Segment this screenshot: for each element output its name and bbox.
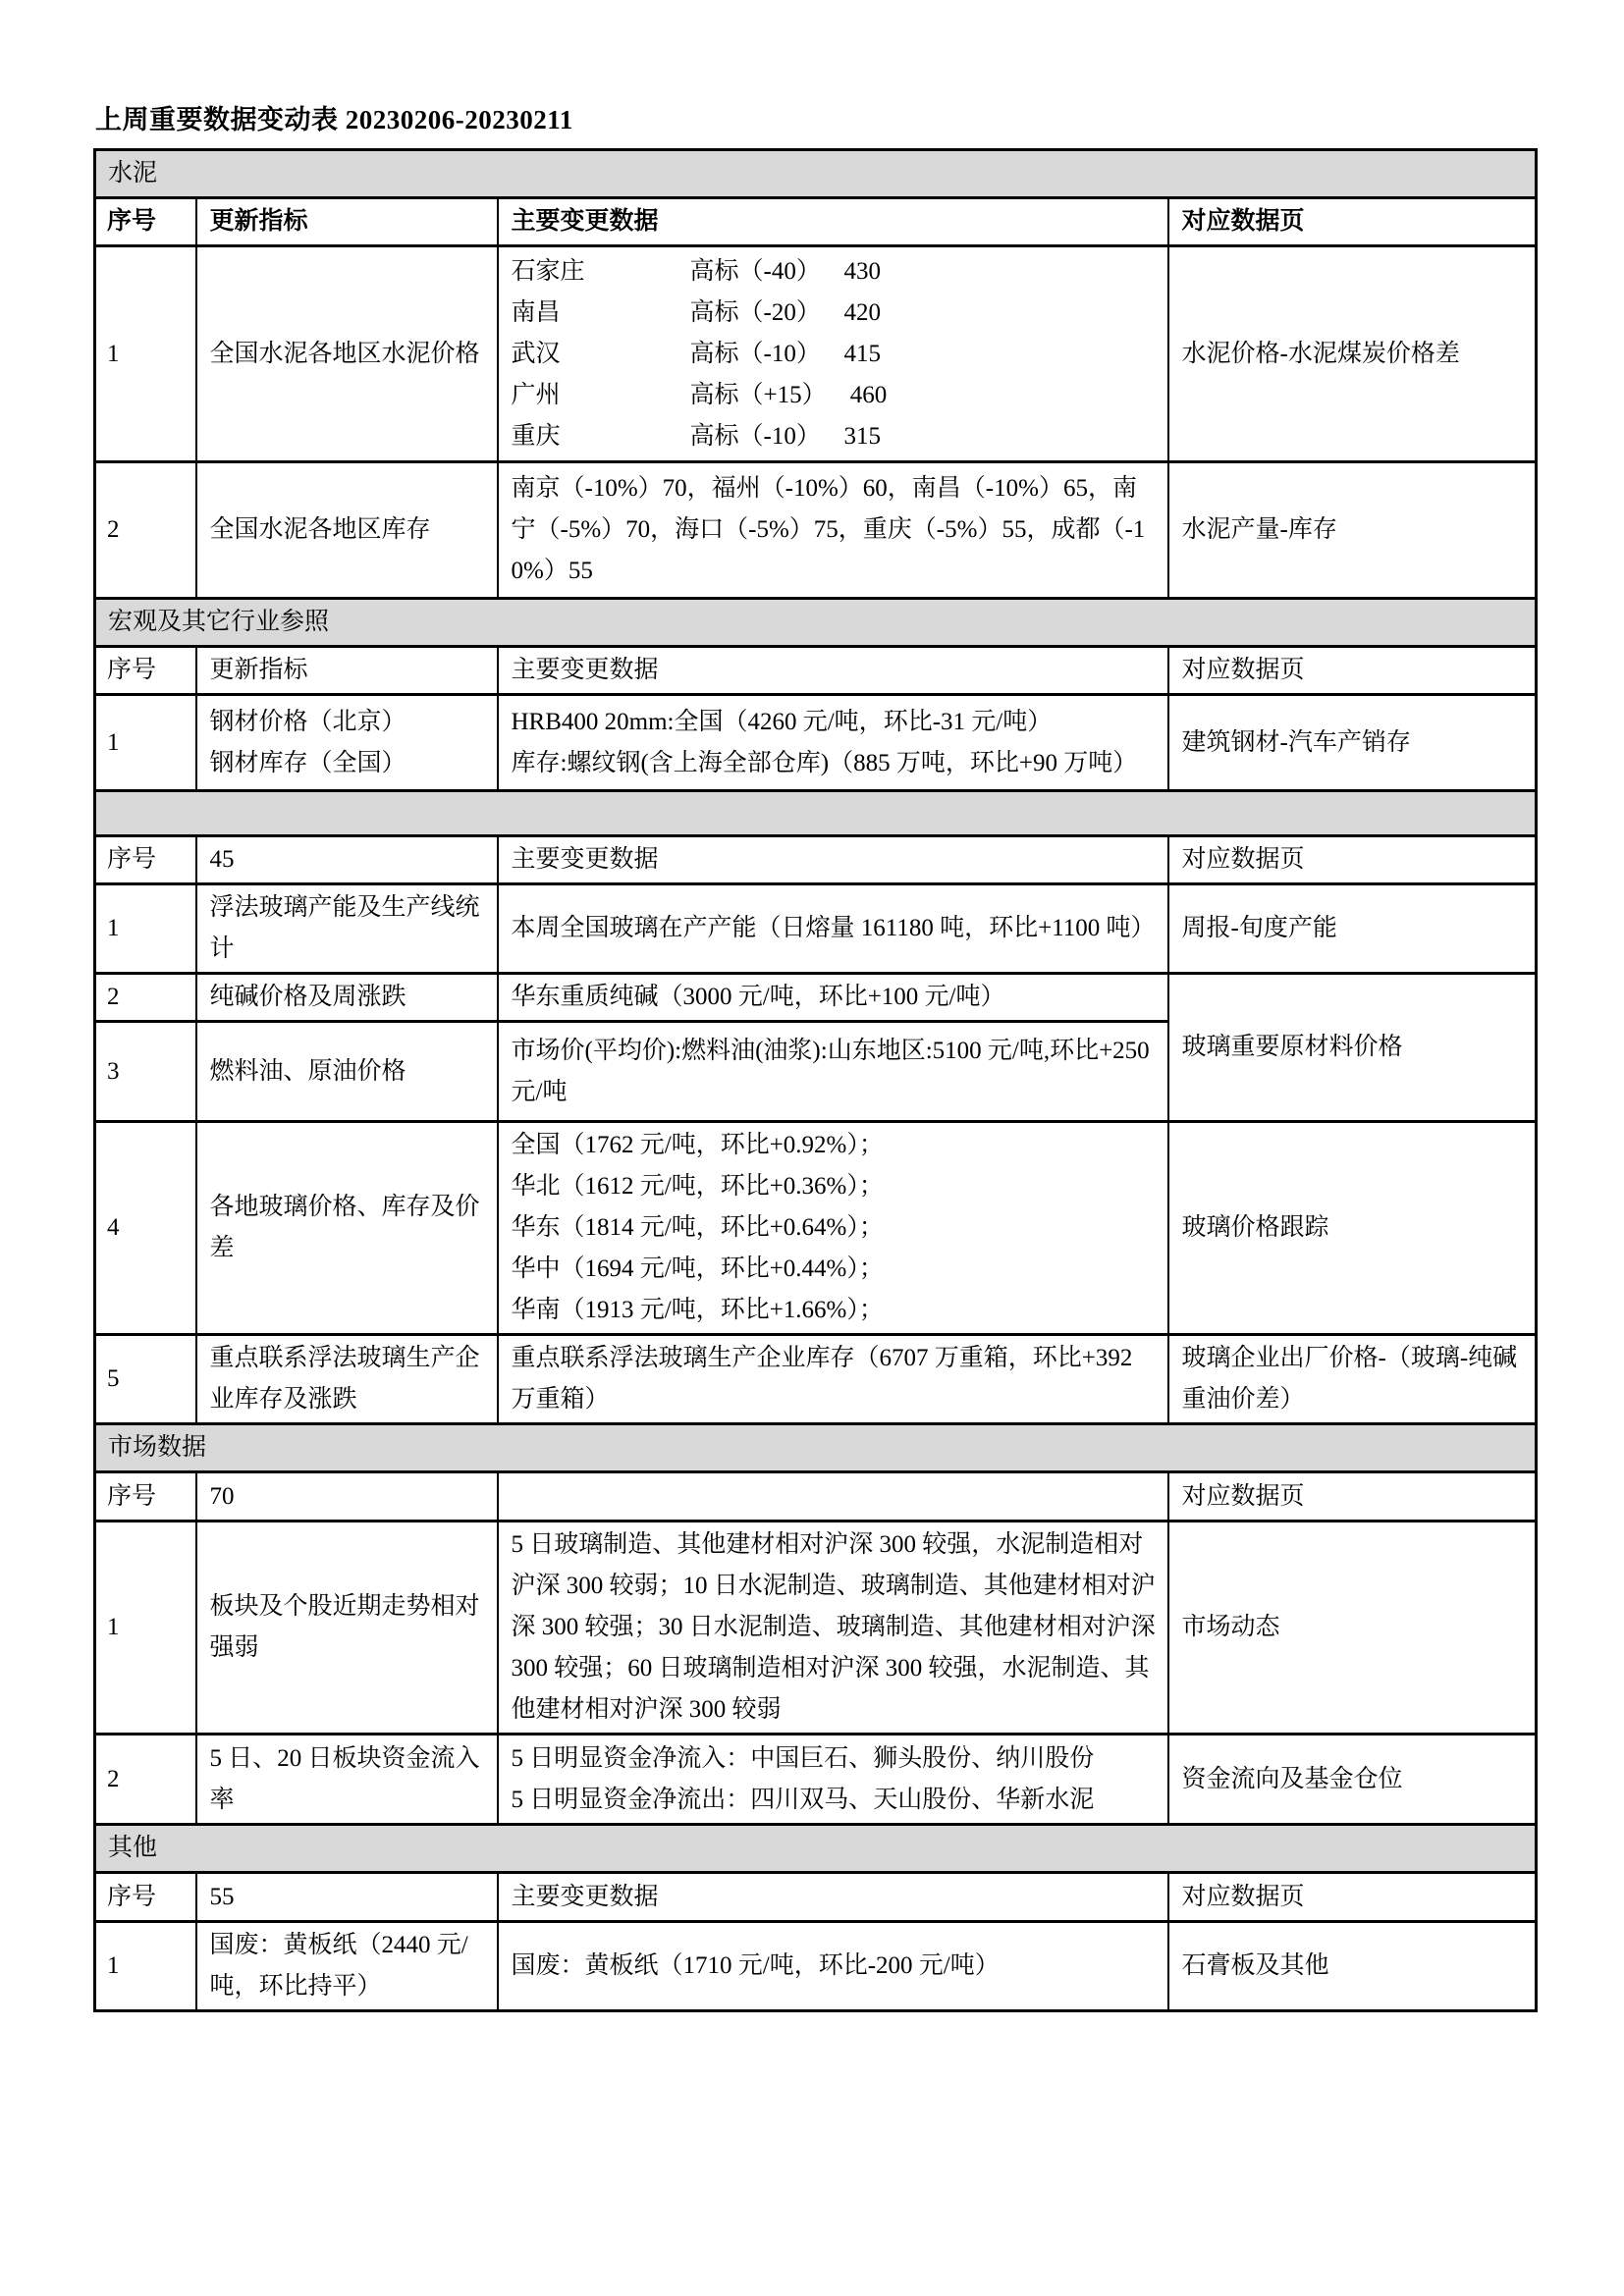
seq-cell: 1	[95, 884, 196, 974]
data-line: HRB400 20mm:全国（4260 元/吨，环比-31 元/吨）	[511, 708, 1053, 735]
page-cell: 石膏板及其他	[1168, 1922, 1537, 2011]
price-value: 430	[843, 257, 881, 285]
grade-change: 高标（-10）	[689, 422, 821, 450]
indicator-cell: 浮法玻璃产能及生产线统计	[196, 884, 498, 974]
data-cell	[498, 1735, 1168, 1825]
seq-cell: 5	[95, 1335, 196, 1424]
data-cell	[498, 1122, 1168, 1335]
col-header-indicator: 更新指标	[196, 198, 498, 246]
grade-change: 高标（+15）	[689, 381, 827, 408]
seq-cell: 3	[95, 1022, 196, 1122]
fund-flow-line: 5 日明显资金净流入：中国巨石、狮头股份、纳川股份	[511, 1744, 1095, 1772]
section-band-cement: 水泥	[95, 150, 1537, 198]
col-header-data: 主要变更数据	[498, 836, 1168, 884]
section-band-unnamed	[95, 791, 1537, 836]
data-cell	[498, 695, 1168, 791]
indicator-cell: 燃料油、原油价格	[196, 1022, 498, 1122]
city-name: 石家庄	[511, 257, 585, 285]
seq-cell: 2	[95, 462, 196, 599]
page-title: 上周重要数据变动表 20230206-20230211	[95, 105, 573, 134]
region-price-line: 华北（1612 元/吨，环比+0.36%）；	[511, 1173, 884, 1200]
grade-change: 高标（-20）	[689, 298, 821, 326]
col-header-data: 主要变更数据	[498, 647, 1168, 695]
region-price-line: 华中（1694 元/吨，环比+0.44%）；	[511, 1255, 884, 1282]
seq-cell: 2	[95, 974, 196, 1022]
col-header-indicator: 更新指标	[196, 647, 498, 695]
data-cell: 华东重质纯碱（3000 元/吨，环比+100 元/吨）	[498, 974, 1168, 1022]
data-cell: 国废：黄板纸（1710 元/吨，环比-200 元/吨）	[498, 1922, 1168, 2011]
region-price-line: 华东（1814 元/吨，环比+0.64%）；	[511, 1214, 884, 1241]
seq-cell: 2	[95, 1735, 196, 1825]
col-header-page: 对应数据页	[1168, 1873, 1537, 1922]
col-header-data	[498, 1472, 1168, 1522]
city-name: 广州	[511, 381, 561, 408]
price-value: 420	[843, 298, 881, 326]
data-cell	[498, 246, 1168, 462]
city-price-line	[512, 251, 1158, 293]
page-cell: 市场动态	[1168, 1522, 1537, 1735]
data-cell: 本周全国玻璃在产产能（日熔量 161180 吨，环比+1100 吨）	[498, 884, 1168, 974]
city-name: 武汉	[511, 340, 561, 367]
grade-change: 高标（-10）	[689, 340, 821, 367]
page-cell: 玻璃企业出厂价格-（玻璃-纯碱重油价差）	[1168, 1335, 1537, 1424]
indicator-line: 钢材价格（北京）	[209, 708, 406, 735]
col-header-data: 主要变更数据	[498, 1873, 1168, 1922]
indicator-cell: 国废：黄板纸（2440 元/吨，环比持平）	[196, 1922, 498, 2011]
indicator-cell	[196, 695, 498, 791]
seq-cell: 1	[95, 246, 196, 462]
indicator-cell: 板块及个股近期走势相对强弱	[196, 1522, 498, 1735]
indicator-cell: 全国水泥各地区水泥价格	[196, 246, 498, 462]
region-price-line: 华南（1913 元/吨，环比+1.66%）；	[511, 1297, 884, 1323]
col-header-data: 主要变更数据	[498, 198, 1168, 246]
data-cell: 重点联系浮法玻璃生产企业库存（6707 万重箱，环比+392 万重箱）	[498, 1335, 1168, 1424]
region-price-line: 全国（1762 元/吨，环比+0.92%）；	[511, 1132, 884, 1158]
indicator-line: 钢材库存（全国）	[209, 749, 406, 776]
col-header-seq: 序号	[95, 647, 196, 695]
data-line: 库存:螺纹钢(含上海全部仓库)（885 万吨，环比+90 万吨）	[511, 749, 1138, 776]
col-header-seq: 序号	[95, 836, 196, 884]
indicator-cell: 5 日、20 日板块资金流入率	[196, 1735, 498, 1825]
indicator-cell: 重点联系浮法玻璃生产企业库存及涨跌	[196, 1335, 498, 1424]
col-header-page: 对应数据页	[1168, 198, 1537, 246]
data-cell: 南京（-10%）70，福州（-10%）60，南昌（-10%）65，南宁（-5%）70，海口（-5%）75，重庆（-5%）55，成都（-10%）55	[498, 462, 1168, 599]
price-value: 415	[843, 340, 881, 367]
col-header-page: 对应数据页	[1168, 1472, 1537, 1522]
data-cell: 5 日玻璃制造、其他建材相对沪深 300 较强，水泥制造相对沪深 300 较弱；10 日水泥制造、玻璃制造、其他建材相对沪深 300 较强；30 日水泥制造、玻璃制造、其他建材相对沪深 300 较强；60 日玻璃制造相对沪深 300 较强，水泥制造、其他建材相对沪深 300 较弱	[498, 1522, 1168, 1735]
col-header-page: 对应数据页	[1168, 647, 1537, 695]
city-name: 南昌	[511, 298, 561, 326]
indicator-cell: 各地玻璃价格、库存及价差	[196, 1122, 498, 1335]
price-value: 315	[843, 422, 881, 450]
city-price-line	[512, 334, 1158, 375]
indicator-cell: 纯碱价格及周涨跌	[196, 974, 498, 1022]
seq-cell: 1	[95, 695, 196, 791]
col-header-seq: 序号	[95, 1472, 196, 1522]
page-cell: 玻璃价格跟踪	[1168, 1122, 1537, 1335]
page-cell: 建筑钢材-汽车产销存	[1168, 695, 1537, 791]
city-price-line	[512, 416, 1158, 457]
city-price-line	[512, 375, 1158, 416]
indicator-cell: 全国水泥各地区库存	[196, 462, 498, 599]
section-band-other: 其他	[95, 1825, 1537, 1873]
col-header-seq: 序号	[95, 1873, 196, 1922]
city-price-line	[512, 293, 1158, 334]
col-header-page: 对应数据页	[1168, 836, 1537, 884]
col-header-indicator: 70	[196, 1472, 498, 1522]
page-cell: 水泥产量-库存	[1168, 462, 1537, 599]
city-name: 重庆	[511, 422, 561, 450]
data-cell: 市场价(平均价):燃料油(油浆):山东地区:5100 元/吨,环比+250 元/吨	[498, 1022, 1168, 1122]
page-cell: 资金流向及基金仓位	[1168, 1735, 1537, 1825]
seq-cell: 1	[95, 1522, 196, 1735]
fund-flow-line: 5 日明显资金净流出：四川双马、天山股份、华新水泥	[511, 1786, 1095, 1813]
section-band-macro: 宏观及其它行业参照	[95, 599, 1537, 647]
seq-cell: 1	[95, 1922, 196, 2011]
weekly-data-change-table	[93, 148, 1538, 2012]
page-cell: 水泥价格-水泥煤炭价格差	[1168, 246, 1537, 462]
page-cell-merged: 玻璃重要原材料价格	[1168, 974, 1537, 1122]
price-value: 460	[843, 381, 888, 408]
page-cell: 周报-旬度产能	[1168, 884, 1537, 974]
seq-cell: 4	[95, 1122, 196, 1335]
col-header-indicator: 45	[196, 836, 498, 884]
grade-change: 高标（-40）	[689, 257, 821, 285]
col-header-indicator: 55	[196, 1873, 498, 1922]
section-band-market: 市场数据	[95, 1424, 1537, 1472]
col-header-seq: 序号	[95, 198, 196, 246]
